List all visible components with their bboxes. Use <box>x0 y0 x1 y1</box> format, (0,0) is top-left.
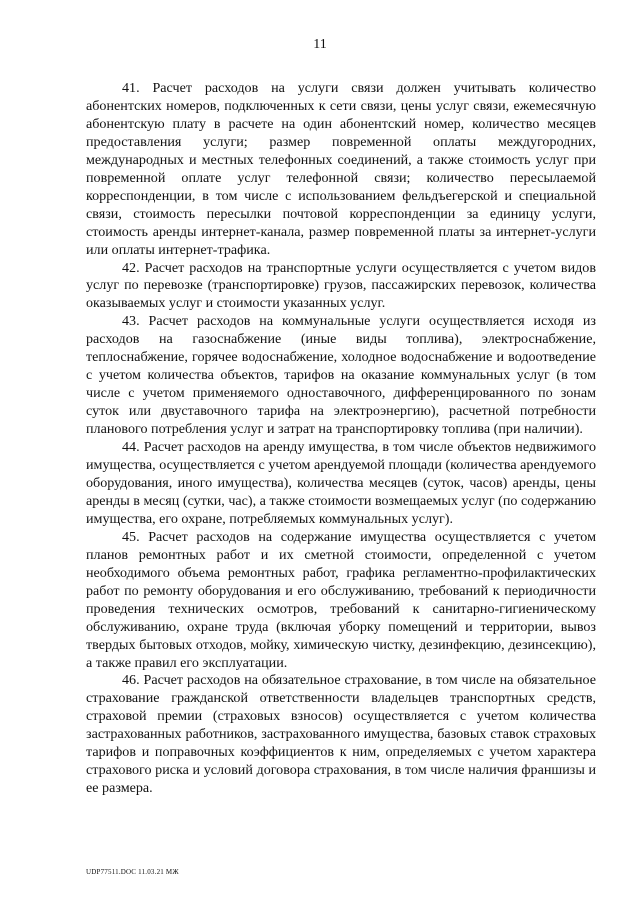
paragraph-45: 45. Расчет расходов на содержание имущества осуществляется с учетом планов ремонтных работ и их сметной стоимости, определенной с учетом необходимого объема ремонтных работ, графика регламентно-профилактических работ по ремонту оборудования и его обслуживанию, требований к периодичности проведения технических осмотров, требований к санитарно-гигиеническому обслуживанию, охране труда (включая уборку помещений и территории, вывоз твердых бытовых отходов, мойку, химическую чистку, дезинфекцию, дезинсекцию), а также правил его эксплуатации. <box>86 528 596 671</box>
paragraph-46: 46. Расчет расходов на обязательное страхование, в том числе на обязательное страхование гражданской ответственности владельцев транспортных средств, страховой премии (страховых взносов) осуществляется с учетом количества застрахованных работников, застрахованного имущества, базовых ставок страховых тарифов и поправочных коэффициентов к ним, определяемых с учетом характера страхового риска и условий договора страхования, в том числе наличия франшизы и ее размера. <box>86 672 596 797</box>
paragraph-44: 44. Расчет расходов на аренду имущества, в том числе объектов недвижимого имущества, осуществляется с учетом арендуемой площади (количества арендуемого оборудования, иного имущества), количества месяцев (суток, часов) аренды, цены аренды в месяц (сутки, час), а также стоимости возмещаемых услуг (по содержанию имущества, его охране, потребляемых коммунальных услуг). <box>86 439 596 527</box>
page-number: 11 <box>313 37 327 52</box>
paragraph-43: 43. Расчет расходов на коммунальные услуги осуществляется исходя из расходов на газоснабжение (иные виды топлива), электроснабжение, теплоснабжение, горячее водоснабжение, холодное водоснабжение и водоотведение с учетом количества объектов, тарифов на оказание коммунальных услуг (в том числе с учетом применяемого одноставочного, дифференцированного по зонам суток или двуставочного тарифа на электроэнергию), расчетной потребности планового потребления услуг и затрат на транспортировку топлива (при наличии). <box>86 313 596 438</box>
document-footer: UDP77511.DOC 11.03.21 МЖ <box>86 868 179 876</box>
document-body <box>86 80 596 798</box>
paragraph-42: 42. Расчет расходов на транспортные услуги осуществляется с учетом видов услуг по перевозке (транспортировке) грузов, пассажирских перевозок, количества оказываемых услуг и стоимости указанных услуг. <box>86 259 596 312</box>
paragraph-41: 41. Расчет расходов на услуги связи должен учитывать количество абонентских номеров, подключенных к сети связи, цены услуг связи, ежемесячную абонентскую плату в расчете на один абонентский номер, количество месяцев предоставления услуги; размер повременной оплаты междугородних, международных и местных телефонных соединений, а также стоимость услуг при повременной оплате услуг телефонной связи; количество пересылаемой корреспонденции, в том числе с использованием фельдъегерской и специальной связи, стоимость пересылки почтовой корреспонденции за единицу услуги, стоимость аренды интернет-канала, размер повременной платы за интернет-услуги или оплаты интернет-трафика. <box>86 80 596 258</box>
